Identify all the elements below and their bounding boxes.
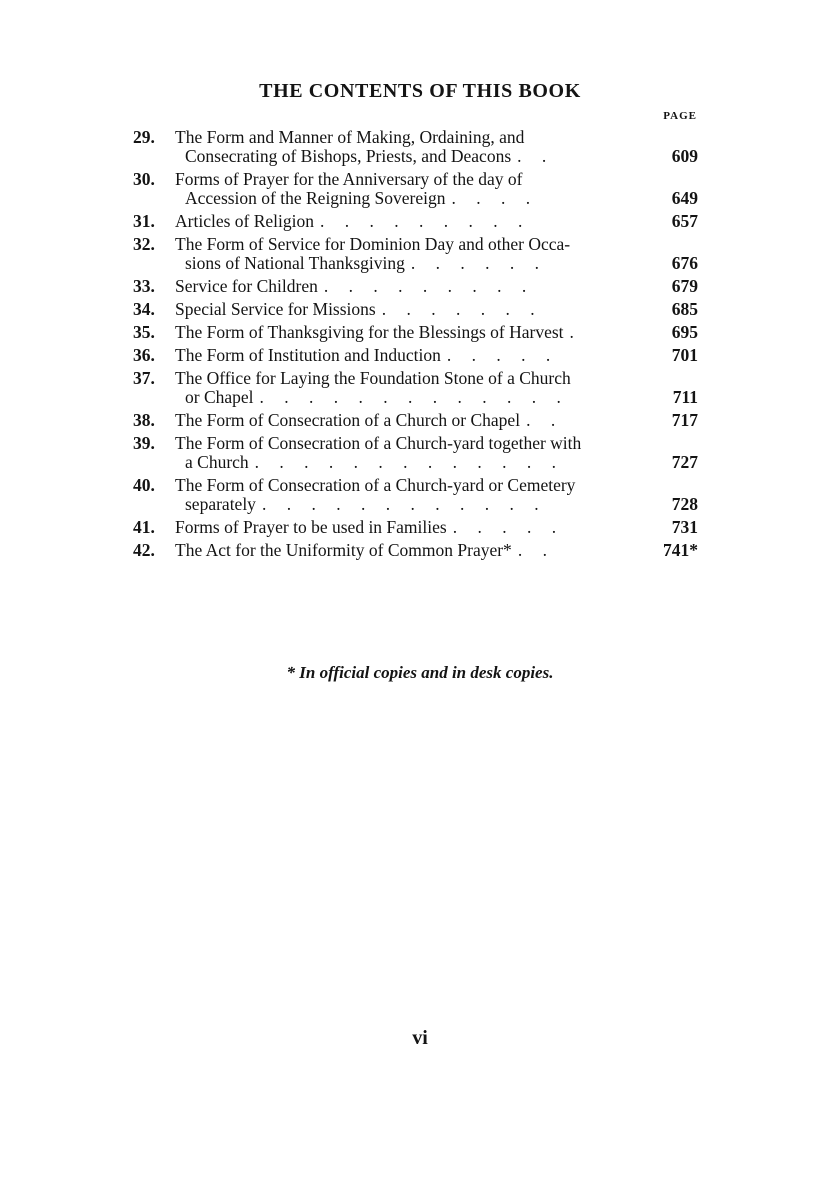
- contents-entry: [133, 369, 698, 407]
- contents-entry: [133, 277, 698, 296]
- contents-entry: [133, 411, 698, 430]
- entry-page-number: 676: [671, 253, 698, 273]
- footnote: * In official copies and in desk copies.: [286, 663, 554, 682]
- entry-number: 39.: [133, 433, 155, 453]
- entry-number: 29.: [133, 127, 155, 147]
- entry-page-number: 609: [671, 146, 698, 166]
- page-number: vi: [412, 1027, 428, 1049]
- dot-leader: . . . . . . .: [381, 299, 543, 319]
- entry-number: 40.: [133, 475, 155, 495]
- contents-entry: [133, 300, 698, 319]
- entry-page-number: 685: [671, 299, 698, 319]
- entry-title: The Form of Consecration of a Church-yard or Cemetery: [175, 475, 576, 495]
- dot-leader: . . . . . . . . . . . .: [261, 494, 547, 514]
- entry-page-number: 701: [671, 345, 698, 365]
- entry-title-continued: Consecrating of Bishops, Priests, and Deacons: [185, 146, 512, 166]
- entry-title-continued: separately: [185, 494, 256, 514]
- entry-number: 31.: [133, 211, 155, 231]
- page-title: THE CONTENTS OF THIS BOOK: [259, 80, 581, 102]
- contents-entry: [133, 346, 698, 365]
- dot-leader: .: [569, 322, 582, 342]
- entry-number: 30.: [133, 169, 155, 189]
- dot-leader: . . . . .: [446, 345, 559, 365]
- entry-page-number: 741*: [663, 540, 698, 560]
- contents-entry: [133, 434, 698, 472]
- entry-title: Articles of Religion: [175, 211, 315, 231]
- dot-leader: . .: [517, 146, 555, 166]
- contents-entry: [133, 541, 698, 560]
- page-column-heading: PAGE: [663, 110, 697, 122]
- entry-title-continued: Accession of the Reigning Sovereign: [185, 188, 446, 208]
- entry-title: The Office for Laying the Foundation Stone of a Church: [175, 368, 571, 388]
- entry-page-number: 731: [671, 517, 698, 537]
- entry-number: 33.: [133, 276, 155, 296]
- entry-page-number: 728: [671, 494, 698, 514]
- entry-title: The Form of Service for Dominion Day and other Occa-: [175, 234, 571, 254]
- contents-entry: [133, 235, 698, 273]
- entry-number: 38.: [133, 410, 155, 430]
- entry-number: 41.: [133, 517, 155, 537]
- entry-number: 37.: [133, 368, 155, 388]
- dot-leader: . . . . .: [452, 517, 565, 537]
- entry-number: 34.: [133, 299, 155, 319]
- dot-leader: . .: [517, 540, 555, 560]
- dot-leader: . . . . . . . . .: [323, 276, 535, 296]
- entry-title: The Form of Institution and Induction: [175, 345, 441, 365]
- contents-entry: [133, 323, 698, 342]
- entry-page-number: 679: [671, 276, 698, 296]
- entry-title: Service for Children: [175, 276, 318, 296]
- entry-title: Forms of Prayer for the Anniversary of the day of: [175, 169, 523, 189]
- dot-leader: . . . . . . . . . . . . .: [259, 387, 569, 407]
- dot-leader: . . . . . . . . . . . . .: [254, 452, 565, 472]
- contents-entry: [133, 212, 698, 231]
- dot-leader: . . . . . . . . .: [320, 211, 531, 231]
- entry-number: 35.: [133, 322, 155, 342]
- entry-title: The Form of Consecration of a Church-yard together with: [175, 433, 582, 453]
- entry-number: 32.: [133, 234, 155, 254]
- entry-title: The Form and Manner of Making, Ordaining, and: [175, 127, 525, 147]
- entry-title: Special Service for Missions: [175, 299, 376, 319]
- entry-title-continued: or Chapel: [185, 387, 254, 407]
- contents-entry: [133, 170, 698, 208]
- dot-leader: . . . .: [451, 188, 539, 208]
- entry-page-number: 717: [671, 410, 698, 430]
- entry-number: 42.: [133, 540, 155, 560]
- contents-list: [133, 128, 698, 564]
- contents-entry: [133, 518, 698, 537]
- entry-title: Forms of Prayer to be used in Families: [175, 517, 447, 537]
- entry-number: 36.: [133, 345, 155, 365]
- entry-title: The Form of Consecration of a Church or Chapel: [175, 410, 521, 430]
- entry-title-continued: sions of National Thanksgiving: [185, 253, 405, 273]
- contents-entry: [133, 476, 698, 514]
- entry-page-number: 657: [671, 211, 698, 231]
- entry-page-number: 727: [671, 452, 698, 472]
- entry-title: The Form of Thanksgiving for the Blessings of Harvest: [175, 322, 564, 342]
- entry-title-continued: a Church: [185, 452, 249, 472]
- entry-title: The Act for the Uniformity of Common Prayer*: [175, 540, 512, 560]
- entry-page-number: 711: [672, 387, 698, 407]
- dot-leader: . . . . . .: [410, 253, 547, 273]
- entry-page-number: 695: [671, 322, 698, 342]
- entry-page-number: 649: [671, 188, 698, 208]
- dot-leader: . .: [526, 410, 564, 430]
- contents-entry: [133, 128, 698, 166]
